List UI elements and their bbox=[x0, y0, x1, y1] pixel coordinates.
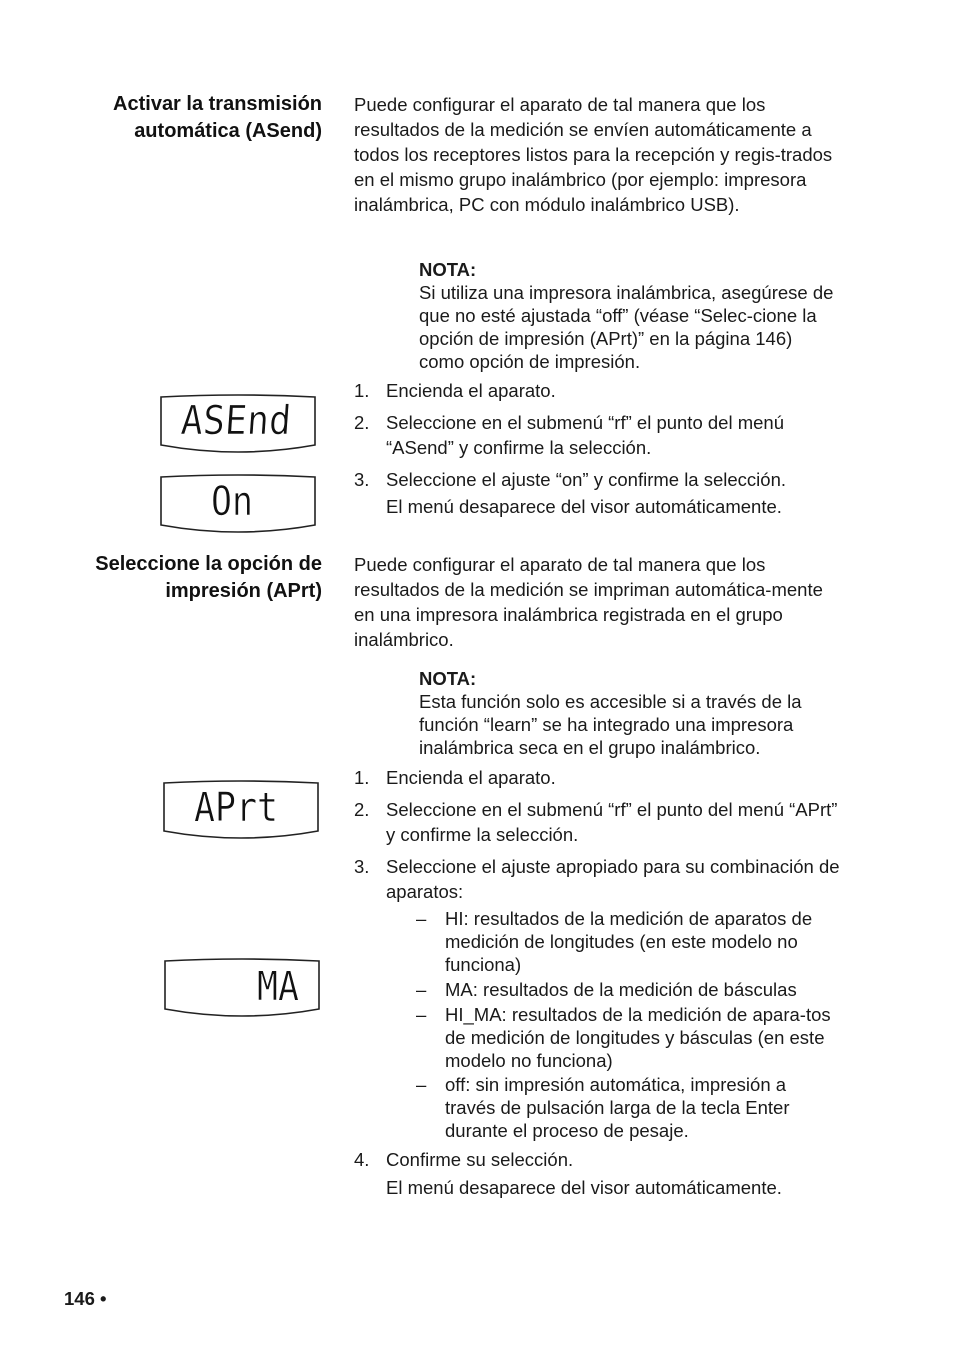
step-text: Confirme su selección. bbox=[386, 1149, 574, 1170]
step-text: Seleccione el ajuste “on” y confirme la selección. bbox=[386, 469, 786, 490]
lcd-text: MA bbox=[257, 964, 299, 1010]
lcd-display-ma bbox=[161, 957, 323, 1023]
section-heading-line: Activar la transmisión bbox=[113, 93, 322, 115]
dash-marker: – bbox=[416, 1074, 427, 1095]
option-text: HI_MA: resultados de la medición de apara-tos de medición de longitudes y básculas (en este modelo no funciona) bbox=[445, 1004, 831, 1071]
note-label: NOTA: bbox=[419, 259, 477, 280]
section-heading-aprt bbox=[95, 551, 322, 605]
section-heading-line: Seleccione la opción de bbox=[95, 553, 322, 575]
note-label: NOTA: bbox=[419, 668, 477, 689]
step-text: Encienda el aparato. bbox=[386, 380, 556, 401]
step-number: 3. bbox=[354, 469, 370, 490]
lcd-display-asend bbox=[157, 393, 319, 459]
option-item bbox=[416, 978, 841, 1001]
step-number: 2. bbox=[354, 799, 370, 820]
option-item bbox=[416, 1003, 841, 1072]
lcd-text: APrt bbox=[194, 785, 278, 831]
step-item bbox=[354, 1147, 840, 1172]
lcd-text: On bbox=[211, 479, 253, 525]
step-item bbox=[354, 797, 840, 847]
dash-marker: – bbox=[416, 1004, 427, 1025]
step-number: 1. bbox=[354, 767, 370, 788]
step-text: Seleccione el ajuste apropiado para su combinación de aparatos: bbox=[386, 856, 840, 902]
step-number: 1. bbox=[354, 380, 370, 401]
step-result: El menú desaparece del visor automáticamente. bbox=[386, 496, 782, 517]
lcd-display-on bbox=[157, 473, 319, 539]
option-item bbox=[416, 907, 841, 976]
step-item bbox=[354, 467, 840, 492]
option-text: HI: resultados de la medición de aparatos de medición de longitudes (en este modelo no funciona) bbox=[445, 908, 813, 975]
section-heading-line: automática (ASend) bbox=[134, 120, 322, 142]
page-number: 146 • bbox=[64, 1288, 107, 1309]
step-item bbox=[354, 765, 840, 790]
note-text: Esta función solo es accesible si a través de la función “learn” se ha integrado una impresora inalámbrica seca en el grupo inalámbrico. bbox=[419, 691, 802, 758]
step-item bbox=[354, 410, 840, 460]
option-text: MA: resultados de la medición de básculas bbox=[445, 979, 797, 1000]
section-heading-asend bbox=[113, 91, 322, 145]
step-number: 4. bbox=[354, 1149, 370, 1170]
lcd-display-aprt bbox=[160, 779, 322, 845]
step-text: Encienda el aparato. bbox=[386, 767, 556, 788]
dash-marker: – bbox=[416, 979, 427, 1000]
note-text: Si utiliza una impresora inalámbrica, asegúrese de que no esté ajustada “off” (véase “Selec-cione la opción de impresión (APrt)” en la página 146) como opción de impresión. bbox=[419, 282, 834, 372]
option-text: off: sin impresión automática, impresión a través de pulsación larga de la tecla Enter durante el proceso de pesaje. bbox=[445, 1074, 790, 1141]
step-item bbox=[354, 378, 840, 403]
section-intro: Puede configurar el aparato de tal manera que los resultados de la medición se envíen automáticamente a todos los receptores listos para la recepción y regis-trados en el mismo grupo inalámbrico (por ejemplo: impresora inalámbrica, PC con módulo inalámbrico USB). bbox=[354, 94, 833, 215]
section-heading-line: impresión (APrt) bbox=[165, 580, 322, 602]
step-number: 2. bbox=[354, 412, 370, 433]
note-box bbox=[419, 667, 839, 759]
step-result: El menú desaparece del visor automáticamente. bbox=[386, 1177, 782, 1198]
step-text: Seleccione en el submenú “rf” el punto del menú “APrt” y confirme la selección. bbox=[386, 799, 838, 845]
step-number: 3. bbox=[354, 856, 370, 877]
note-box bbox=[419, 258, 839, 373]
dash-marker: – bbox=[416, 908, 427, 929]
option-item bbox=[416, 1073, 841, 1142]
section-intro: Puede configurar el aparato de tal manera que los resultados de la medición se impriman automática-mente en una impresora inalámbrica registrada en el grupo inalámbrico. bbox=[354, 554, 823, 650]
lcd-text: ASEnd bbox=[179, 398, 304, 444]
step-text: Seleccione en el submenú “rf” el punto del menú “ASend” y confirme la selección. bbox=[386, 412, 784, 458]
step-item bbox=[354, 854, 840, 904]
